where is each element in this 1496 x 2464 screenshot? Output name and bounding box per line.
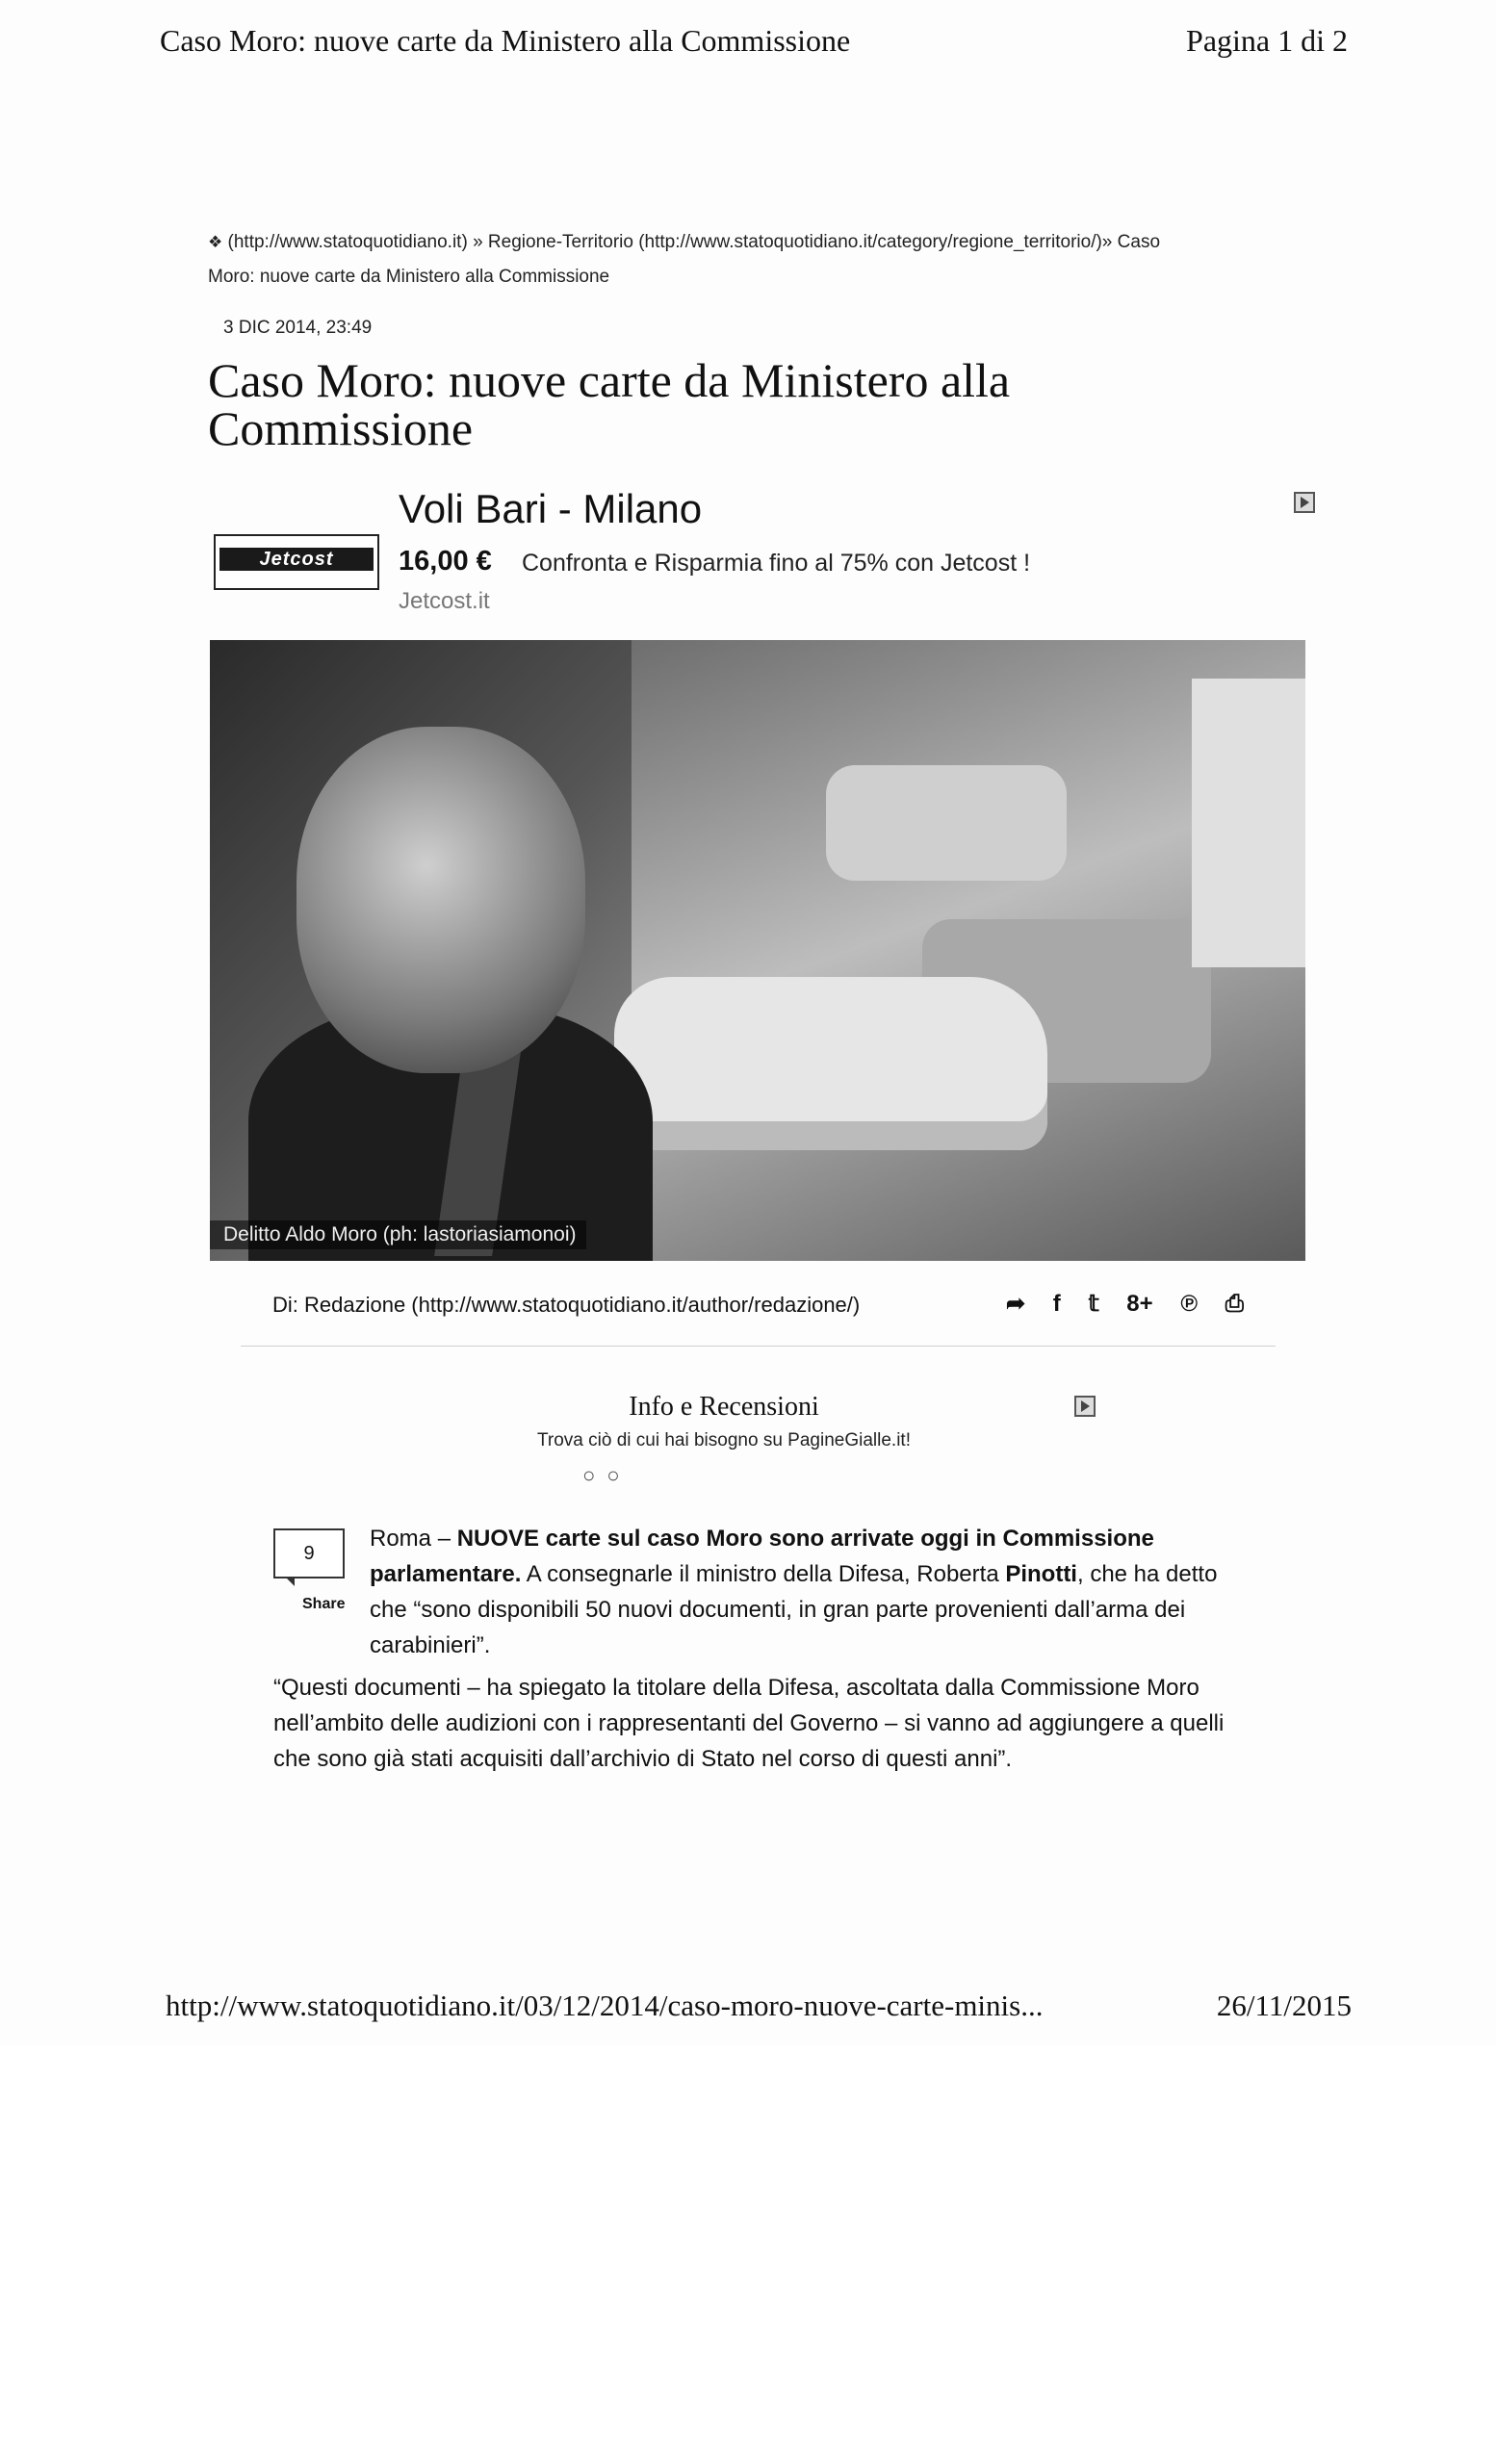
photo-car bbox=[614, 977, 1047, 1150]
article-title: Caso Moro: nuove carte da Ministero alla Commissione bbox=[208, 353, 1011, 455]
print-footer-url: http://www.statoquotidiano.it/03/12/2014/caso-moro-nuove-carte-minis... bbox=[166, 1989, 1044, 2022]
twitter-icon[interactable]: 𝕥 bbox=[1088, 1291, 1099, 1317]
forward-icon[interactable]: ➦ bbox=[1006, 1291, 1026, 1317]
article-photo bbox=[210, 640, 1305, 1261]
article-date: 3 DIC 2014, 23:49 bbox=[223, 318, 373, 338]
article-paragraph-2: “Questi documenti – ha spiegato la titolare della Difesa, ascoltata dalla Commissione Moro nell’ambito delle audizioni con i rappresentanti del Governo – si vanno ad aggiungere a quelli che sono già stati acquisiti dall’archivio di Stato nel corso di questi anni”. bbox=[273, 1675, 1225, 1772]
photo-figure bbox=[297, 727, 585, 1073]
breadcrumb-category-url[interactable]: (http://www.statoquotidiano.it/category/regione_territorio/) bbox=[638, 232, 1102, 252]
breadcrumb-current-b: Moro: nuove carte da Ministero alla Commissione bbox=[208, 267, 610, 287]
facebook-icon[interactable]: f bbox=[1052, 1291, 1061, 1317]
pagine-gialle-ad-subtitle[interactable]: Trova ciò di cui hai bisogno su PagineGialle.it! bbox=[537, 1430, 911, 1450]
print-footer-date: 26/11/2015 bbox=[1216, 1989, 1352, 2022]
paragraph-lead: NUOVE carte sul caso Moro sono arrivate oggi in Commissione parlamentare. bbox=[370, 1526, 1154, 1587]
pagine-gialle-ad-title[interactable]: Info e Recensioni bbox=[629, 1392, 819, 1422]
breadcrumb-separator: » bbox=[473, 232, 483, 252]
jetcost-logo[interactable] bbox=[214, 534, 379, 590]
print-header-title: Caso Moro: nuove carte da Ministero alla Commissione bbox=[160, 23, 851, 58]
breadcrumb-separator: » bbox=[1101, 232, 1113, 252]
share-label[interactable]: Share bbox=[302, 1596, 346, 1612]
home-icon[interactable]: ❖ bbox=[208, 233, 223, 251]
divider bbox=[241, 1346, 1276, 1347]
article-byline[interactable]: Di: Redazione (http://www.statoquotidiano.it/author/redazione/) bbox=[272, 1293, 861, 1317]
jetcost-logo-text: Jetcost bbox=[219, 548, 374, 571]
photo-caption: Delitto Aldo Moro (ph: lastoriasiamonoi) bbox=[210, 1220, 586, 1249]
pinterest-icon[interactable]: ℗ bbox=[1180, 1291, 1199, 1317]
breadcrumb bbox=[208, 225, 1284, 295]
adchoices-icon[interactable] bbox=[1074, 1396, 1096, 1417]
google-plus-icon[interactable]: 8+ bbox=[1126, 1291, 1153, 1317]
ad-headline[interactable]: Voli Bari - Milano bbox=[399, 486, 703, 531]
ad-carousel-dots[interactable]: ○○ bbox=[582, 1463, 632, 1487]
paragraph-text: A consegnarle il ministro della Difesa, Roberta bbox=[521, 1561, 1006, 1587]
adchoices-icon[interactable] bbox=[1294, 492, 1315, 513]
photo-car bbox=[1192, 679, 1305, 967]
article-paragraph-1 bbox=[370, 1521, 1236, 1663]
ad-url[interactable]: Jetcost.it bbox=[399, 588, 490, 614]
print-header-page-number: Pagina 1 di 2 bbox=[1186, 23, 1348, 58]
breadcrumb-category-link[interactable]: Regione-Territorio bbox=[487, 232, 633, 252]
jetcost-ad[interactable] bbox=[208, 486, 1305, 621]
share-count-box[interactable]: 9 bbox=[273, 1528, 345, 1578]
breadcrumb-home-link[interactable]: (http://www.statoquotidiano.it) bbox=[227, 232, 468, 252]
paragraph-text: , che ha detto che “sono disponibili 50 nuovi documenti, in gran parte provenienti dall’arma dei carabinieri”. bbox=[370, 1561, 1218, 1658]
ad-description: Confronta e Risparmia fino al 75% con Jetcost ! bbox=[522, 550, 1031, 577]
breadcrumb-current-a: Caso bbox=[1117, 232, 1161, 252]
share-toolbar bbox=[1006, 1290, 1265, 1318]
paragraph-name: Pinotti bbox=[1005, 1561, 1077, 1587]
paragraph-city: Roma – bbox=[370, 1526, 457, 1552]
ad-price: 16,00 € bbox=[399, 546, 492, 577]
print-icon[interactable]: ⎙ bbox=[1225, 1291, 1244, 1317]
photo-car bbox=[826, 765, 1067, 881]
